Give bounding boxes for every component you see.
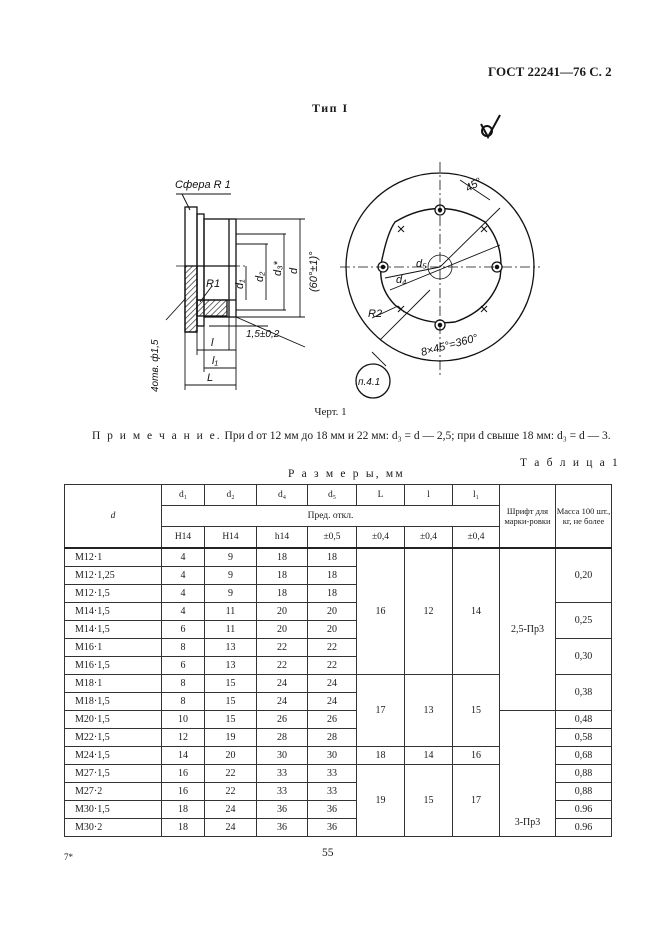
tolerance-cell: ±0,4 bbox=[453, 527, 500, 549]
figure-caption: Черт. 1 bbox=[314, 406, 347, 418]
d-label: d bbox=[288, 267, 300, 274]
header-font: Шрифт для марки-ровки bbox=[500, 485, 556, 549]
front-view bbox=[340, 162, 540, 398]
header-col: l bbox=[405, 485, 453, 506]
tolerance-cell: Н14 bbox=[162, 527, 205, 549]
table-row: М22·1,5 12 19 28 28 0,58 bbox=[65, 729, 612, 747]
header-mass: Масса 100 шт., кг, не более bbox=[556, 485, 612, 549]
l-label: l bbox=[211, 337, 214, 349]
pattern-label: 8×45°=360° bbox=[419, 332, 480, 359]
header-col: L bbox=[357, 485, 405, 506]
table-row: М18·1,5 8 15 24 24 bbox=[65, 693, 612, 711]
holes-label: 4отв. ф1,5 bbox=[150, 339, 161, 392]
d3-label: d₃* bbox=[272, 261, 284, 276]
angle-label: (60°±1)° bbox=[308, 251, 320, 292]
d4-label: d₄ bbox=[396, 274, 407, 286]
tolerance-cell: h14 bbox=[257, 527, 308, 549]
type-title: Тип I bbox=[312, 101, 349, 115]
header-col: d₁ bbox=[162, 485, 205, 506]
table-row: М16·1 8 13 22 22 0,30 bbox=[65, 639, 612, 657]
d2-label: d₂ bbox=[254, 271, 266, 282]
surface-finish-icon bbox=[481, 115, 500, 137]
dimensions-table bbox=[64, 484, 612, 837]
page-header: ГОСТ 22241—76 С. 2 bbox=[488, 64, 612, 79]
ref-label: п.4.1 bbox=[358, 377, 381, 388]
tolerance-cell: ±0,4 bbox=[405, 527, 453, 549]
header-tolerance-label: Пред. откл. bbox=[162, 506, 500, 527]
header-col: l₁ bbox=[453, 485, 500, 506]
table-row: М12·1 4 9 18 18 16 12 14 2,5-Пр3 0,20 bbox=[65, 548, 612, 567]
l1-label: l₁ bbox=[212, 355, 218, 367]
table-caption: Р а з м е р ы, мм bbox=[288, 468, 405, 480]
table-row: М14·1,5 6 11 20 20 bbox=[65, 621, 612, 639]
tolerance-cell: Н14 bbox=[205, 527, 257, 549]
note bbox=[92, 430, 611, 442]
table-row: М12·1,25 4 9 18 18 bbox=[65, 567, 612, 585]
table-row: М27·1,5 16 22 33 33 19 15 17 0,88 bbox=[65, 765, 612, 783]
header-col: d₅ bbox=[308, 485, 357, 506]
tolerance-cell: ±0,5 bbox=[308, 527, 357, 549]
table-row: М24·1,5 14 20 30 30 18 14 16 0,68 bbox=[65, 747, 612, 765]
L-label: L bbox=[207, 372, 214, 384]
header-d: d bbox=[65, 485, 162, 549]
header-col: d₂ bbox=[205, 485, 257, 506]
table-row: М27·2 16 22 33 33 0,88 bbox=[65, 783, 612, 801]
footer-mark: 7* bbox=[64, 852, 73, 862]
sphere-label: Сфера R 1 bbox=[175, 179, 231, 191]
tolerance-cell: ±0,4 bbox=[357, 527, 405, 549]
note-text: При d от 12 мм до 18 мм и 22 мм: d₃ = d — 2,5; при d свыше 18 мм: d₃ = d — 3. bbox=[224, 430, 611, 442]
technical-drawing bbox=[0, 0, 661, 420]
note-prefix: П р и м е ч а н и е. bbox=[92, 430, 222, 442]
table-row: М14·1,5 4 11 20 20 0,25 bbox=[65, 603, 612, 621]
table-row: М18·1 8 15 24 24 17 13 15 0,38 bbox=[65, 675, 612, 693]
dimensions-table-wrap bbox=[64, 484, 612, 837]
table-row: М12·1,5 4 9 18 18 bbox=[65, 585, 612, 603]
table-row: М16·1,5 6 13 22 22 bbox=[65, 657, 612, 675]
table-row: М30·2 18 24 36 36 0.96 bbox=[65, 819, 612, 837]
side-view bbox=[166, 194, 305, 390]
r2-label: R2 bbox=[368, 308, 383, 320]
table-row: М20·1,5 10 15 26 26 3-Пр3 0,48 bbox=[65, 711, 612, 729]
header-col: d₄ bbox=[257, 485, 308, 506]
chamfer-label: 1,5±0,2 bbox=[246, 329, 280, 340]
d5-label: d₅ bbox=[416, 258, 427, 270]
d1-label: d₁ bbox=[234, 279, 246, 289]
page-number: 55 bbox=[322, 847, 334, 859]
table-row: М30·1,5 18 24 36 36 0.96 bbox=[65, 801, 612, 819]
r1-label: R1 bbox=[206, 278, 221, 290]
table-label: Т а б л и ц а 1 bbox=[520, 457, 621, 469]
angle45-label: 45° bbox=[463, 175, 484, 195]
